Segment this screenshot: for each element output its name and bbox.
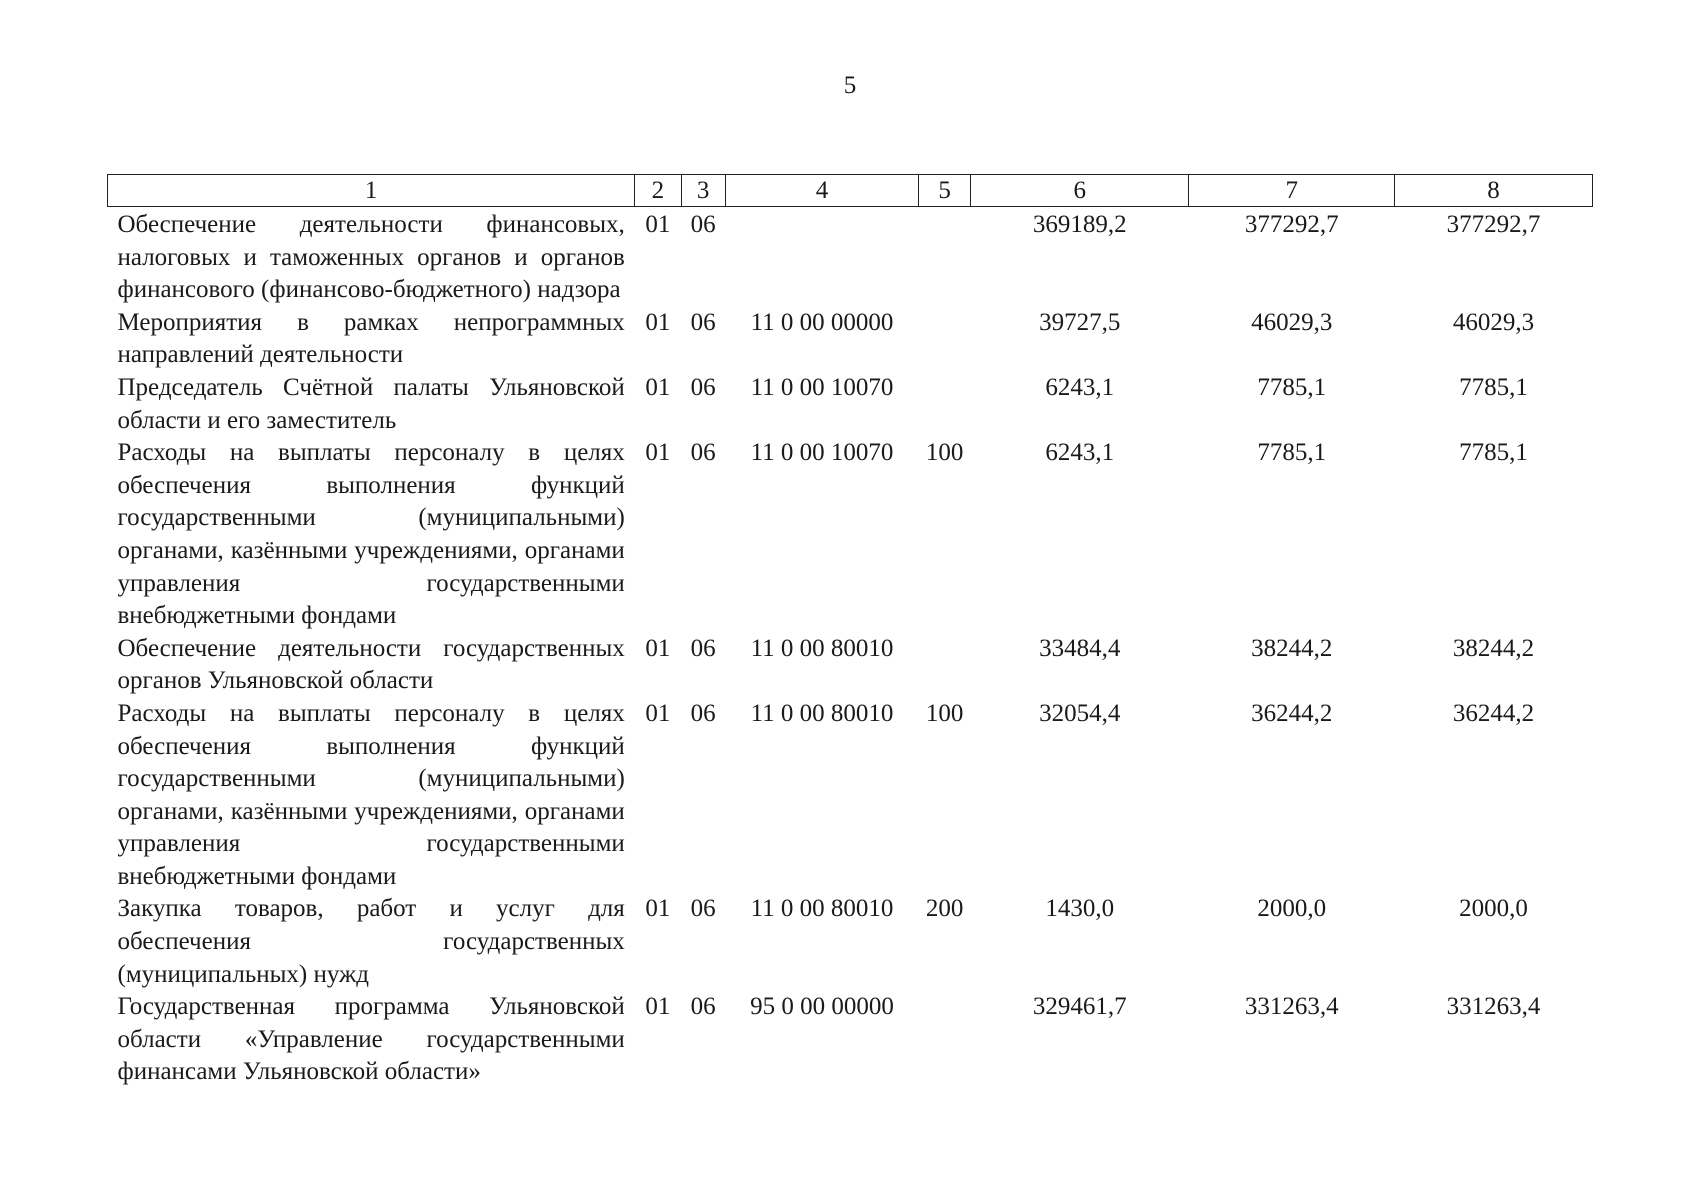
amount-col6: 6243,1 xyxy=(1045,439,1115,467)
amount-col8: 46029,3 xyxy=(1452,308,1535,336)
subsection-code: 06 xyxy=(690,439,716,467)
expense-type-code: 100 xyxy=(925,439,964,467)
subsection-code: 06 xyxy=(690,308,716,336)
expense-name: Обеспечение деятельности государственных органов Ульяновской области xyxy=(117,634,625,695)
section-code: 01 xyxy=(645,993,671,1021)
subsection-code: 06 xyxy=(690,895,716,923)
expense-type-code xyxy=(919,207,971,307)
target-article-code xyxy=(725,207,919,307)
expense-name: Председатель Счётной палаты Ульяновской области и его заместитель xyxy=(117,373,625,434)
section-code: 01 xyxy=(645,308,671,336)
subsection-code: 06 xyxy=(690,993,716,1021)
section-code: 01 xyxy=(645,699,671,727)
expense-type-code: 100 xyxy=(925,699,964,727)
expense-type-code: 200 xyxy=(925,895,964,923)
amount-col6: 39727,5 xyxy=(1039,308,1121,336)
section-code: 01 xyxy=(645,634,671,662)
table-body xyxy=(108,207,1593,1090)
amount-col7: 2000,0 xyxy=(1257,895,1327,923)
column-header: 8 xyxy=(1394,175,1592,207)
target-article-code: 11 0 00 80010 xyxy=(750,895,894,923)
amount-col7: 7785,1 xyxy=(1257,439,1327,467)
subsection-code: 06 xyxy=(690,211,716,238)
subsection-code: 06 xyxy=(690,373,716,401)
amount-col8: 36244,2 xyxy=(1452,699,1535,727)
amount-col8: 2000,0 xyxy=(1459,895,1528,923)
budget-table xyxy=(107,174,1593,1089)
amount-col7: 46029,3 xyxy=(1251,308,1333,336)
amount-col7: 377292,7 xyxy=(1244,211,1339,238)
expense-type-code xyxy=(919,372,971,437)
amount-col6: 369189,2 xyxy=(1032,211,1127,238)
subsection-code: 06 xyxy=(690,634,716,662)
amount-col6: 1430,0 xyxy=(1045,895,1115,923)
table-row xyxy=(108,991,1593,1089)
column-header: 7 xyxy=(1189,175,1395,207)
expense-name: Расходы на выплаты персоналу в целях обеспечения выполнения функций государственными (муниципальными) органами, казёнными учреждениями, органами управления государственными внебюджетными фондами xyxy=(117,699,625,890)
column-header: 6 xyxy=(970,175,1188,207)
target-article-code: 11 0 00 10070 xyxy=(750,439,894,467)
amount-col6: 33484,4 xyxy=(1039,634,1121,662)
column-header: 2 xyxy=(635,175,681,207)
table-row xyxy=(108,207,1593,307)
amount-col7: 38244,2 xyxy=(1251,634,1333,662)
table-row xyxy=(108,698,1593,894)
table-header xyxy=(108,175,1593,207)
table-row xyxy=(108,893,1593,991)
expense-type-code xyxy=(919,633,971,698)
amount-col6: 329461,7 xyxy=(1032,993,1127,1021)
table-row xyxy=(108,307,1593,372)
expense-name: Обеспечение деятельности финансовых, налоговых и таможенных органов и органов финансового (финансово-бюджетного) надзора xyxy=(117,211,625,304)
expense-type-code xyxy=(919,307,971,372)
expense-name: Расходы на выплаты персоналу в целях обеспечения выполнения функций государственными (муниципальными) органами, казёнными учреждениями, органами управления государственными внебюджетными фондами xyxy=(117,439,625,630)
table-row xyxy=(108,633,1593,698)
amount-col8: 7785,1 xyxy=(1459,439,1528,467)
expense-type-code xyxy=(919,991,971,1089)
expense-name: Мероприятия в рамках непрограммных направлений деятельности xyxy=(117,308,625,369)
amount-col8: 38244,2 xyxy=(1452,634,1535,662)
amount-col7: 7785,1 xyxy=(1257,373,1327,401)
amount-col8: 377292,7 xyxy=(1446,211,1541,238)
amount-col8: 331263,4 xyxy=(1446,993,1541,1021)
column-header: 3 xyxy=(681,175,725,207)
amount-col6: 6243,1 xyxy=(1045,373,1115,401)
subsection-code: 06 xyxy=(690,699,716,727)
page-number: 5 xyxy=(843,72,857,99)
section-code: 01 xyxy=(645,895,671,923)
amount-col6: 32054,4 xyxy=(1039,699,1121,727)
table-row xyxy=(108,372,1593,437)
amount-col8: 7785,1 xyxy=(1459,373,1528,401)
section-code: 01 xyxy=(645,211,671,238)
expense-name: Закупка товаров, работ и услуг для обеспечения государственных (муниципальных) нужд xyxy=(117,895,625,988)
amount-col7: 331263,4 xyxy=(1244,993,1339,1021)
expense-name: Государственная программа Ульяновской области «Управление государственными финансами Ульяновской области» xyxy=(117,993,625,1086)
header-row xyxy=(108,175,1593,207)
section-code: 01 xyxy=(645,373,671,401)
target-article-code: 11 0 00 80010 xyxy=(750,699,894,727)
target-article-code: 11 0 00 00000 xyxy=(750,308,894,336)
column-header: 5 xyxy=(919,175,971,207)
section-code: 01 xyxy=(645,439,671,467)
column-header: 1 xyxy=(108,175,635,207)
target-article-code: 11 0 00 10070 xyxy=(750,373,894,401)
table-row xyxy=(108,437,1593,633)
amount-col7: 36244,2 xyxy=(1251,699,1333,727)
target-article-code: 95 0 00 00000 xyxy=(750,993,894,1021)
column-header: 4 xyxy=(725,175,919,207)
target-article-code: 11 0 00 80010 xyxy=(750,634,894,662)
